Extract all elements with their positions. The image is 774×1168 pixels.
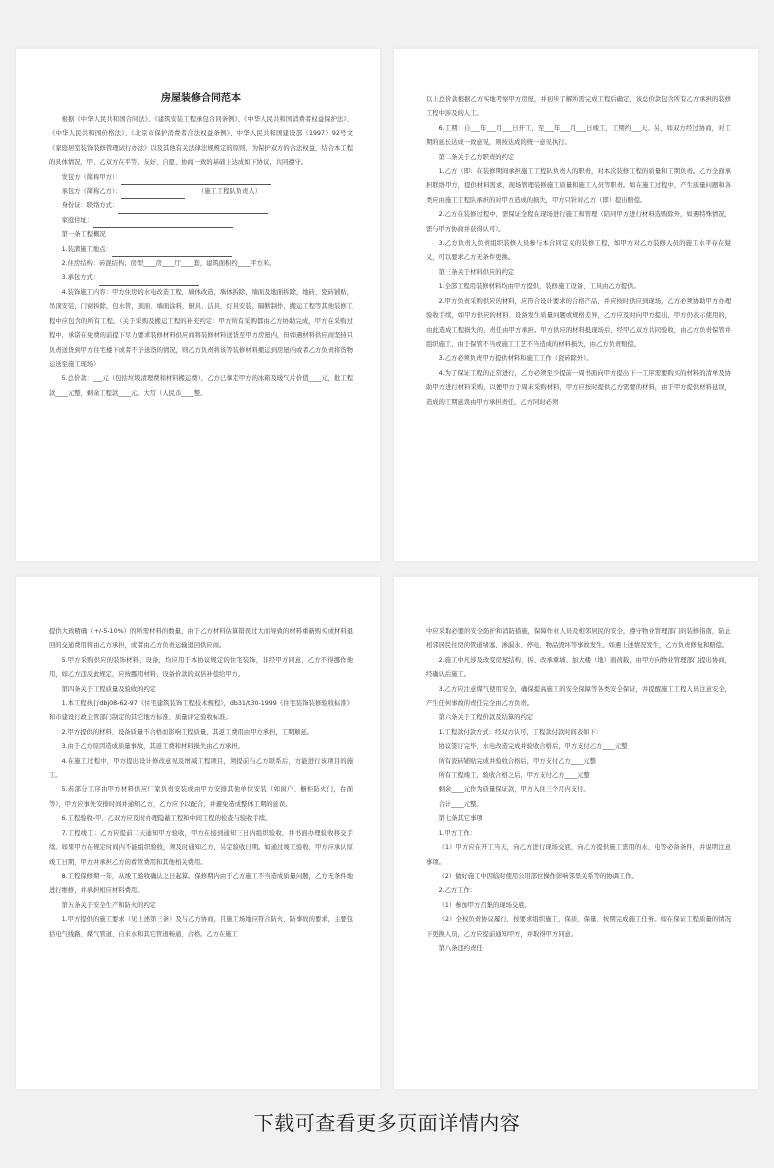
paragraph: （2）做好施工中因临时使用公用部位操作影响邻里关系等的协调工作。 <box>438 872 638 880</box>
mode-label: 3.承包方式： <box>61 274 100 282</box>
paragraph: 3.由于乙方原因造成质量事故，其返工费和材料损失由乙方承担。 <box>61 743 244 751</box>
address-label: 家庭住址： <box>61 216 94 224</box>
payment-line: 剩余____元作为质量保证款，甲方入住三个月内支付。 <box>438 786 590 794</box>
paragraph: 提供大致精确（+/-5-10%）的所需材料的数量，由于乙方材料估算错误过大而导致的材料重新购买或材料退回的交通费用将由乙方承担，或者由乙方负责运输退回供应商。 <box>49 628 353 650</box>
paragraph: 5.若部分工序由甲方材料供应厂家负责安装或由甲方安排其他单位安装（如窗户、橱柜防火门，台面等），甲方应事先安排时间并通知乙方，乙方应予以配合，并避免造成整体工期的延误。 <box>49 786 353 808</box>
id-contact-label: 身份证：联络方式： <box>61 202 119 210</box>
payment-line: 所有瓷砖铺贴完成并验收合格后，甲方支付乙方____元整 <box>438 757 597 765</box>
paragraph: 2.施工中凡涉及改变房屋结构、拆、改承重墙、加大楼（地）面荷载，由甲方向物业管理部门提出协商，经确认后施工。 <box>426 656 731 679</box>
paragraph: 1.全部工程用装修材料均由甲方提供，装修施工设备、工具由乙方提供。 <box>438 283 640 291</box>
paragraph: 3.乙方必须负责甲方提供材料和施工工作（瓷砖除外）。 <box>438 355 593 363</box>
id-contact-blank <box>118 204 268 214</box>
party-b-suffix: （施工工程队负责人） <box>198 188 261 196</box>
document-page-2 <box>394 49 758 561</box>
document-page-3 <box>16 577 380 1089</box>
article-1-heading: 第一条工程概况 <box>61 231 106 239</box>
paragraph: 4.在施工过程中，甲方提出设计修改意见及增减工程项目，须提前与乙方联系后，方能进行该项目的施工。 <box>49 757 353 780</box>
paragraph: 2.甲方负责采购供应的材料，应符合设计要求的合格产品，并应按时供应到现场，乙方必须协助甲方办理验收手续，如甲方供应的材料、设备发生质量问题或规格差异，乙方应及时向甲方提出，甲方仍表示使用的，由此造成工程损失的，责任由甲方承担。甲方供应的材料抵现场后，经甲乙双方共同验收，由乙方负责保管并组织施工，由于保管不当或施工工艺不当造成的材料损失，由乙方负责赔偿。 <box>426 297 731 348</box>
paragraph: 2.甲方提供的材料、设备质量不合格而影响工程质量，其返工费用由甲方承担，工期顺延。 <box>61 728 314 736</box>
address-blank <box>93 218 233 228</box>
article-7-heading: 第七条其它事项 <box>438 815 483 823</box>
structure-paragraph: 2.住房结构：砖混结构；房型____房____厅____套，建筑面积约____平方米。 <box>61 260 276 268</box>
party-a-blank <box>121 175 271 185</box>
mode-field <box>49 271 353 285</box>
paragraph: 1.甲方工作： <box>438 829 477 837</box>
mode-blank <box>99 276 199 286</box>
payment-line: 协议签订完毕，水电改造完成并验收合格后，甲方支付乙方____元整 <box>438 743 628 751</box>
payment-line: 所有工程竣工，验收合格之后，甲方支付乙方____元整 <box>438 772 590 780</box>
more-pages-caption: 下载可查看更多页面详情内容 <box>253 1111 521 1135</box>
address-field <box>49 214 353 228</box>
payment-total: 合计____元整。 <box>438 800 483 808</box>
content-paragraph: 4.装饰施工内容：甲方住房的水电改造工程，墙体改造，墙体拆除，墙面及地面拆除，地砖、瓷砖铺贴，吊顶安装，门窗拆除，包水管，顶面、墙面涂料，厨具、洁具、灯具安装，隔断制作，搬运工程等其他装修工程中应包含的所有工程。（关于采购及搬运工程的补充约定：甲方所有采购都由乙方协助完成，甲方在采购过程中，承诺在免费的前提下尽力要求装修材料供应商将装修材料送货至甲方房屋内，但如遇材料供应商坚持只负责送货到甲方住宅楼下或者不予送货的情况，则乙方负责将该等装修材料搬运到房屋内或者乙方负责将货物运送至施工现场） <box>49 288 353 368</box>
paragraph: 1.工程款付款方式：经双方认可，工程款付款时间表如下： <box>438 728 603 736</box>
id-contact-field <box>49 199 353 213</box>
party-b-label: 承包方（简称乙方）： <box>61 188 122 196</box>
document-page-4 <box>394 577 758 1089</box>
article-8-heading: 第八条违约责任 <box>438 944 483 952</box>
article-2-heading: 第二条关于乙方职责的约定 <box>438 153 515 161</box>
article-4-heading: 第四条关于工程质量及验收的约定 <box>61 685 157 693</box>
paragraph: 8.工程保修期一年，从竣工验收确认之日起算。保修期内由于乙方施工不当造成质量问题，乙方无条件地进行维修，并承担相应材料费用。 <box>49 872 353 895</box>
paragraph: 1.甲方提供的施工要求（见上述第三条）及与乙方协商，且施工场地应符合防火、防事故的要求，主要包括电气线路、煤气管道、自来水和其它管道畅通、合格。乙方在施工 <box>49 916 353 938</box>
paragraph: 以上总价款根据乙方实地考察甲方房屋，并初步了解所需完成工程后确定，该总价款包含所有乙方承担的装修工程中涉及的人工。 <box>426 96 731 118</box>
party-a-label: 发包方（简称甲方）： <box>61 173 122 181</box>
paragraph: 2.乙方在装修过程中，需保证全程在现场进行施工和管理（陪同甲方进行材料选购除外，如遇特殊情况，需与甲方协商并获得认可）。 <box>426 211 731 233</box>
paragraph: 1.本工程执行dbj08-62-97《住宅建筑装饰工程技术规程》，db31/t30-1999《住宅装饰装修验收标准》和市建设行政主管部门制定的其它地方标准、质量评定验收标准。 <box>49 700 353 722</box>
paragraph: 5.甲方采购供应的装饰材料、设备，均应用于本协议规定的住宅装饰，非经甲方同意，乙方不得挪作他用，如乙方违反此规定，应按挪用材料、设备价款的双倍补偿给甲方。 <box>49 656 353 679</box>
intro-paragraph: 根据《中华人民共和国合同法》、《建筑安装工程承包合同条例》、《中华人民共和国消费者权益保护法》、《中华人民共和国价格法》、《北京市保护消费者合法权益条例》、中华人民共和国建设部（1997）92号文《家庭居室装饰装修管理试行办法》以及其他有关法律法规规定的原则，为保护双方的合法权益，结合本工程的具体情况，甲、乙双方在平等、友好、自愿、协商一致的基础上达成如下协议，共同遵守。 <box>49 116 353 167</box>
paragraph: 3.乙方负责人负责组织装修人员参与本合同定义的装修工程，如甲方对乙方装修人员的施工水平存在疑义，可以要求乙方无条件更换。 <box>426 240 731 262</box>
paragraph: （1）参加甲方召集的现场交底。 <box>438 901 531 909</box>
paragraph: 6.工期：自___年___月___日开工，至___年___月___日竣工，工期约___天。另，如双方经过协商，对工期的延长达成一致意见，则按达成的统一意见执行。 <box>426 124 731 147</box>
party-b-field <box>49 185 353 199</box>
paragraph: 中应采取必要的安全防护和消防措施，保障作业人员及相邻居民的安全，遵守物业管理部门的装修指南，防止相邻居民住房的管道堵塞、渗漏水、停电、物品毁坏等事故发生。如遇上述情况发生，乙方负责修复和赔偿。 <box>426 628 731 650</box>
contract-title: 房屋装修合同范本 <box>161 93 241 104</box>
article-3-heading: 第三条关于材料供应的约定 <box>438 268 515 276</box>
party-a-field <box>49 171 353 185</box>
price-paragraph: 5.总价款：___元（包括垃圾清理费和材料搬运费），乙方已拿走甲方的冰箱及暖气片价值____元，批工程款____元整，剩余工程款____元。大写（人民币____整。 <box>49 375 353 397</box>
party-b-blank <box>121 189 185 199</box>
paragraph: 1.乙方（即：在装修期间承担施工工程队负责人的职责，对本次装修工程的质量和工期负责。乙方全面承担联络甲方，提供材料需求，现场管理装修施工质量和施工人员等职责。如在施工过程中，产生质量问题和各类应由施工工程队承担的对甲方造成的损失，甲方只针对乙方（即）提出赔偿。 <box>426 168 731 204</box>
document-page-1 <box>16 49 380 561</box>
site-field <box>49 243 353 257</box>
paragraph: （1）甲方应在开工当天，向乙方进行现场交底，向乙方提供施工需用的水、电等必备条件，并说明注意事项。 <box>426 844 731 866</box>
paragraph: 7.工程竣工：乙方应提前二天通知甲方验收，甲方在接到通知三日内组织验收，并书面办理验收移交手续。如果甲方在规定时间内不能组织验收，须及时通知乙方，另定验收日期。如通过竣工验收，甲方应承认原竣工日期，甲方并承担乙方的看管费用和其他相关费用。 <box>49 829 353 866</box>
site-blank <box>112 247 232 257</box>
paragraph: 6.工程验收-甲、乙双方应及时办理隐蔽工程和中间工程的检查与验收手续。 <box>61 815 272 823</box>
site-label: 1.装潢施工地点： <box>61 245 112 253</box>
paragraph: （2）全权负责协议履行，按要求组织施工，保质、保量、按期完成施工任务。如在保证工程质量的情况下更换人员，乙方应提前通知甲方，并取得甲方同意。 <box>426 916 731 938</box>
article-6-heading: 第六条关于工程价款及结算的约定 <box>438 714 534 722</box>
paragraph: 2.乙方工作： <box>438 887 477 895</box>
article-5-heading: 第五条关于安全生产和防火的约定 <box>61 901 157 909</box>
paragraph: 4.为了保证工程的正常进行，乙方必须至少提前一周书面向甲方提出下一工序需要购买的材料的清单及协助甲方进行材料采购，以便甲方于周末采购材料，甲方应按时提供乙方需要的材料，由于甲方提供材料延误，造成的工期延误由甲方承担责任，乙方同时必须 <box>426 369 731 406</box>
paragraph: 3.乙方应注意煤气使用安全，确保提高施工的安全保障等各类安全保证，并提醒施工工程人员注意安全，产生任何事故的责任完全由乙方负责。 <box>426 685 731 708</box>
